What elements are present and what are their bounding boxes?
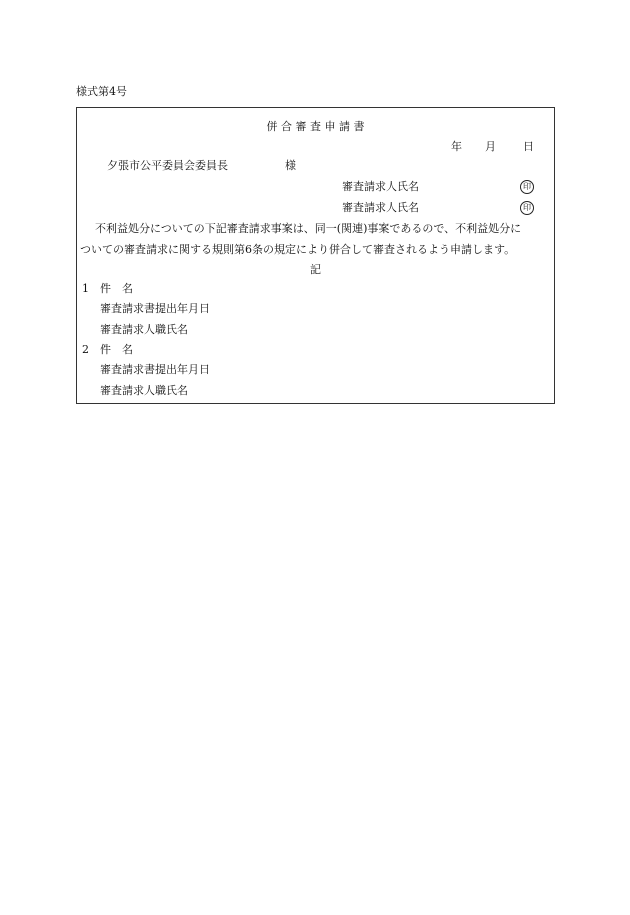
seal-icon: 印 <box>520 201 534 215</box>
item-submission-date-label-2: 審査請求書提出年月日 <box>100 363 210 376</box>
seal-icon: 印 <box>520 180 534 194</box>
item-number-2: 2 <box>82 343 89 356</box>
item-subject-label-1: 件 名 <box>100 282 133 295</box>
date-month-label: 月 <box>485 140 496 153</box>
form-number: 様式第4号 <box>76 85 127 98</box>
application-form <box>76 107 555 404</box>
applicant-name-label-1: 審査請求人氏名 <box>342 180 419 193</box>
item-number-1: 1 <box>82 282 89 295</box>
date-day-label: 日 <box>523 140 534 153</box>
item-person-label-2: 審査請求人職氏名 <box>100 384 188 397</box>
body-text-line-2: ついての審査請求に関する規則第6条の規定により併合して審査されるよう申請します。 <box>80 243 516 256</box>
item-person-label-1: 審査請求人職氏名 <box>100 323 188 336</box>
item-submission-date-label-1: 審査請求書提出年月日 <box>100 302 210 315</box>
addressee-name: 夕張市公平委員会委員長 <box>107 159 228 172</box>
addressee-honorific: 様 <box>285 159 296 172</box>
document-title: 併 合 審 査 申 請 書 <box>266 120 365 133</box>
ki-heading: 記 <box>310 263 321 276</box>
date-year-label: 年 <box>451 140 462 153</box>
body-text-line-1: 不利益処分についての下記審査請求事案は、同一(関連)事案であるので、不利益処分に <box>95 222 522 235</box>
applicant-name-label-2: 審査請求人氏名 <box>342 201 419 214</box>
item-subject-label-2: 件 名 <box>100 343 133 356</box>
